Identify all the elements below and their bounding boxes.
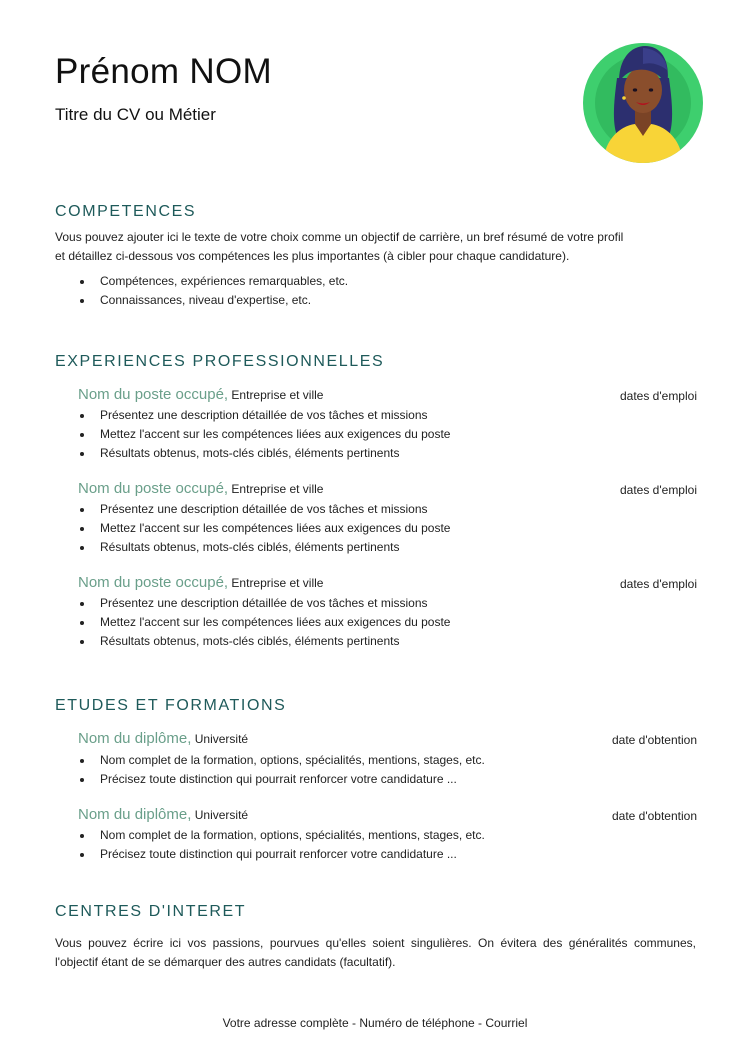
job-dates: dates d'emploi <box>619 483 697 497</box>
job-header <box>78 574 697 594</box>
woman-avatar-icon <box>583 38 703 163</box>
competences-summary-line: et détaillez ci-dessous vos compétences les plus importantes (à cibler pour chaque candidature). <box>55 249 570 263</box>
list-item: Présentez une description détaillée de vos tâches et missions <box>78 500 698 519</box>
diploma-date: date d'obtention <box>611 733 697 747</box>
competences-summary <box>55 228 696 266</box>
job-tasks-list <box>78 500 698 557</box>
list-item: Nom complet de la formation, options, spécialités, mentions, stages, etc. <box>78 751 698 770</box>
cv-title: Titre du CV ou Métier <box>55 105 216 124</box>
diploma-university: Université <box>191 732 249 746</box>
list-item: Mettez l'accent sur les compétences liées aux exigences du poste <box>78 613 698 632</box>
diploma-details-list <box>78 751 698 789</box>
job-company: Entreprise et ville <box>228 576 324 590</box>
interets-text: Vous pouvez écrire ici vos passions, pourvues qu'elles soient singulières. On évitera des généralités communes, l'objectif étant de se démarquer des autres candidats (facultatif). <box>55 936 696 969</box>
list-item: Mettez l'accent sur les compétences liées aux exigences du poste <box>78 425 698 444</box>
diploma-header <box>78 730 697 750</box>
list-item: Présentez une description détaillée de vos tâches et missions <box>78 406 698 425</box>
job-dates: dates d'emploi <box>619 389 697 403</box>
list-item: Nom complet de la formation, options, spécialités, mentions, stages, etc. <box>78 826 698 845</box>
diploma-title: Nom du diplôme, <box>78 806 192 823</box>
section-title-interets: CENTRES D'INTERET <box>55 903 247 920</box>
job-company: Entreprise et ville <box>228 482 324 496</box>
list-item: Résultats obtenus, mots-clés ciblés, éléments pertinents <box>78 632 698 651</box>
diploma-university: Université <box>191 808 249 822</box>
competences-summary-line: Vous pouvez ajouter ici le texte de votre choix comme un objectif de carrière, un bref résumé de votre profil <box>55 230 624 244</box>
job-tasks-list <box>78 594 698 651</box>
list-item: Résultats obtenus, mots-clés ciblés, éléments pertinents <box>78 444 698 463</box>
diploma-details-list <box>78 826 698 864</box>
job-header <box>78 386 697 406</box>
job-title: Nom du poste occupé, <box>78 480 229 497</box>
job-company: Entreprise et ville <box>228 388 324 402</box>
list-item: Précisez toute distinction qui pourrait renforcer votre candidature ... <box>78 845 698 864</box>
diploma-date: date d'obtention <box>611 809 697 823</box>
person-name: Prénom NOM <box>55 52 272 91</box>
job-title: Nom du poste occupé, <box>78 574 229 591</box>
section-title-etudes: ETUDES ET FORMATIONS <box>55 697 287 714</box>
list-item: Mettez l'accent sur les compétences liées aux exigences du poste <box>78 519 698 538</box>
section-title-competences: COMPETENCES <box>55 203 197 220</box>
job-dates: dates d'emploi <box>619 577 697 591</box>
job-tasks-list <box>78 406 698 463</box>
contact-footer: Votre adresse complète - Numéro de téléphone - Courriel <box>222 1016 528 1030</box>
section-title-experiences: EXPERIENCES PROFESSIONNELLES <box>55 353 385 370</box>
list-item: Présentez une description détaillée de vos tâches et missions <box>78 594 698 613</box>
diploma-title: Nom du diplôme, <box>78 730 192 747</box>
competences-list <box>78 272 698 310</box>
list-item: Connaissances, niveau d'expertise, etc. <box>78 291 698 310</box>
list-item: Résultats obtenus, mots-clés ciblés, éléments pertinents <box>78 538 698 557</box>
job-header <box>78 480 697 500</box>
list-item: Compétences, expériences remarquables, etc. <box>78 272 698 291</box>
diploma-header <box>78 806 697 826</box>
job-title: Nom du poste occupé, <box>78 386 229 403</box>
list-item: Précisez toute distinction qui pourrait renforcer votre candidature ... <box>78 770 698 789</box>
